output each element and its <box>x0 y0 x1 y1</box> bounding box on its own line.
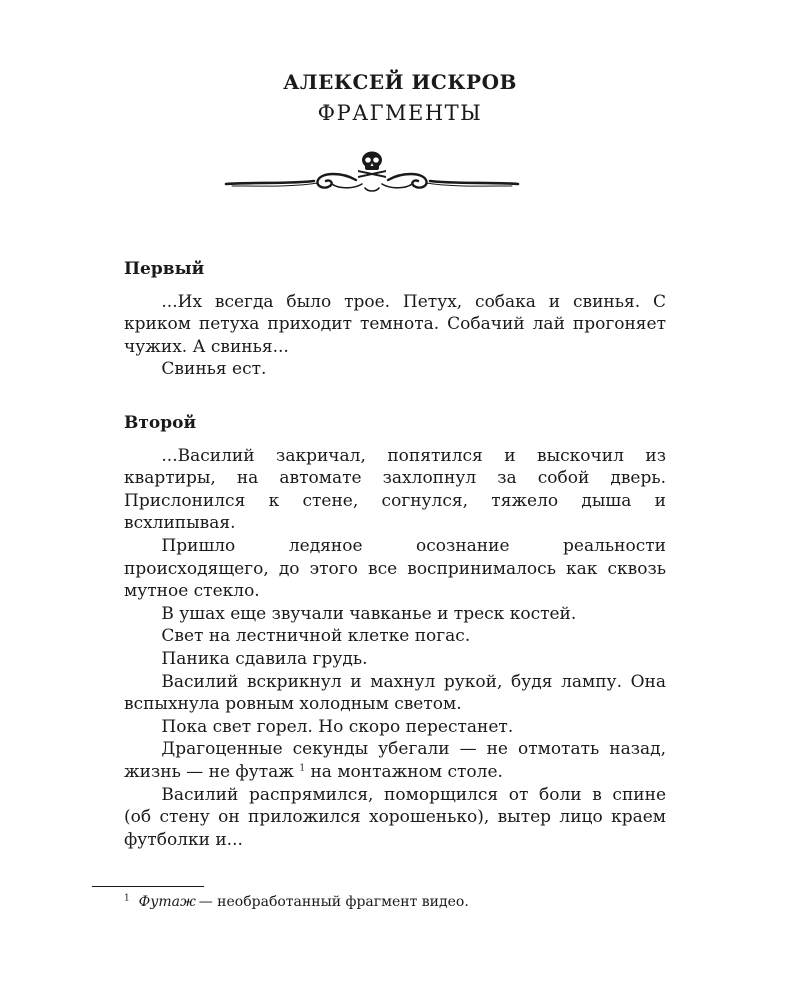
paragraph: Василий распрямился, поморщился от боли в спине (об стену он приложился хорошенько), вытер лицо краем футболки и... <box>124 784 666 850</box>
footnote-ref[interactable]: 1 <box>299 763 306 774</box>
paragraph: ...Василий закричал, попятился и выскочил из квартиры, на автомате захлопнул за собой дверь. Прислонился к стене, согнулся, тяжело дыша и всхлипывая. <box>124 445 666 534</box>
author-name: АЛЕКСЕЙ ИСКРОВ <box>283 70 517 94</box>
paragraph: Свинья ест. <box>161 359 267 380</box>
paragraph: В ушах еще звучали чавканье и треск костей. <box>161 603 577 624</box>
footnote <box>124 893 684 911</box>
paragraph: Пока свет горел. Но скоро перестанет. <box>161 716 514 737</box>
footnote-term: Футаж <box>138 894 196 910</box>
section-second <box>124 412 666 851</box>
footnote-definition: — необработанный фрагмент видео. <box>198 894 469 910</box>
section-first <box>124 258 666 381</box>
footnote-divider <box>92 886 204 887</box>
page-title: ФРАГМЕНТЫ <box>317 101 483 125</box>
section-heading: Второй <box>124 413 197 433</box>
paragraph: Свет на лестничной клетке погас. <box>161 626 471 647</box>
section-heading: Первый <box>124 259 205 279</box>
paragraph: ...Их всегда было трое. Петух, собака и свинья. С криком петуха приходит темнота. Собачий лай прогоняет чужих. А свинья... <box>124 291 666 357</box>
paragraph: Василий вскрикнул и махнул рукой, будя лампу. Она вспыхнула ровным холодным светом. <box>124 671 666 715</box>
paragraph: Паника сдавила грудь. <box>161 648 368 669</box>
paragraph-with-footnote: Драгоценные секунды убегали — не отмотать назад, жизнь — не футаж $^1$ на монтажном столе. <box>124 739 666 782</box>
paragraph: Пришло ледяное осознание реальности происходящего, до этого все воспринималось как сквозь мутное стекло. <box>124 535 666 602</box>
footnote-number: 1 <box>124 893 130 904</box>
skull-flourish-icon <box>222 150 522 196</box>
